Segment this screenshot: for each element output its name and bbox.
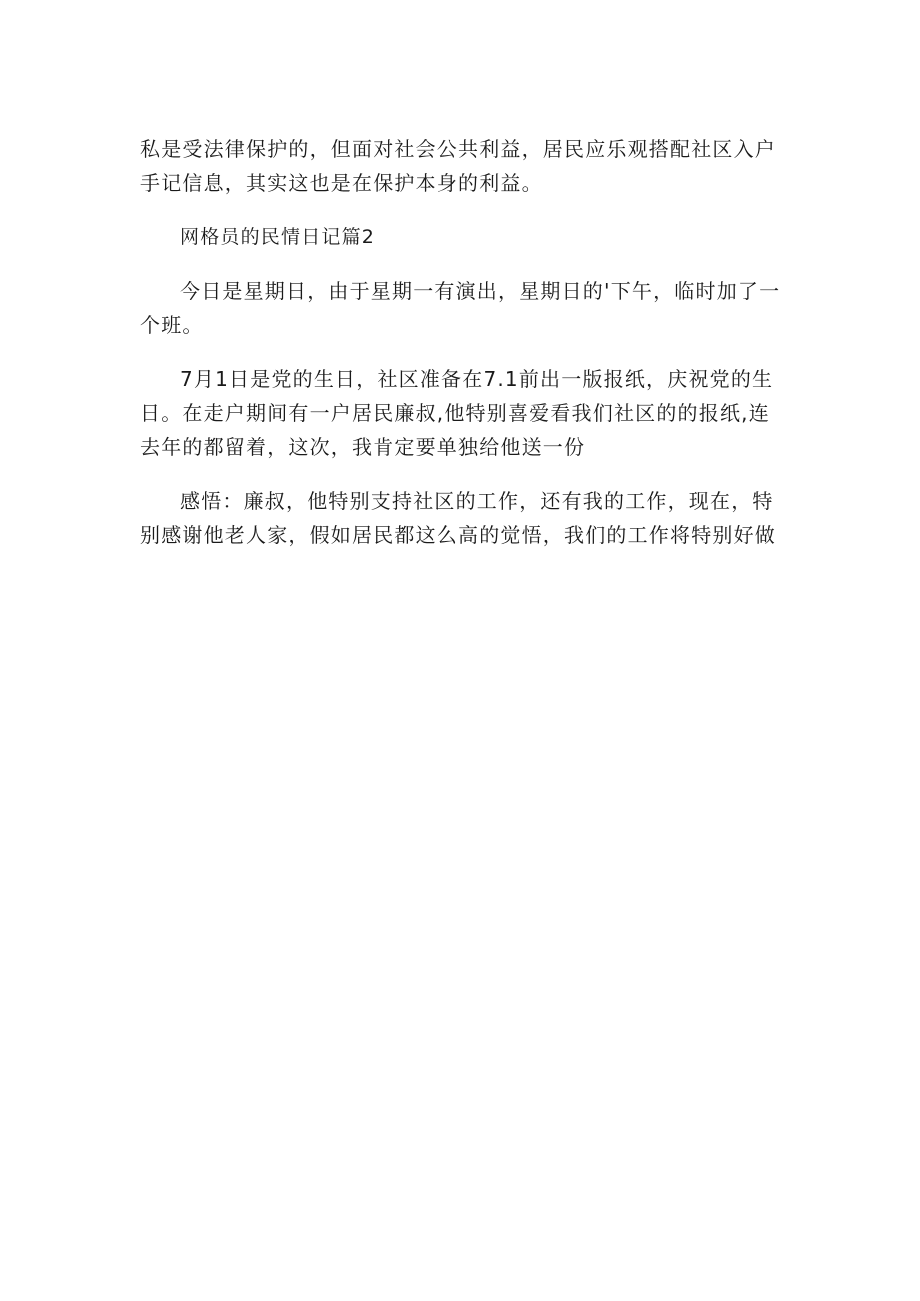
paragraph-party-birthday: 7月1日是党的生日，社区准备在7.1前出一版报纸，庆祝党的生日。在走户期间有一户居民廉叔,他特别喜爱看我们社区的的报纸,连去年的都留着，这次，我肯定要单独给他送一份	[140, 367, 774, 459]
paragraph-sunday: 今日是星期日，由于星期一有演出，星期日的'下午，临时加了一个班。	[140, 279, 781, 337]
paragraph-privacy: 私是受法律保护的，但面对社会公共利益，居民应乐观搭配社区入户手记信息，其实这也是在保护本身的利益。	[140, 137, 776, 195]
paragraph-gap	[140, 200, 790, 220]
paragraph-gap	[140, 254, 790, 274]
paragraph-reflection: 感悟：廉叔，他特别支持社区的工作，还有我的工作，现在，特别感谢他老人家，假如居民都这么高的觉悟，我们的工作将特别好做	[140, 489, 776, 547]
document-body	[140, 132, 790, 552]
paragraph-gap	[140, 342, 790, 362]
section-heading: 网格员的民情日记篇2	[180, 226, 376, 248]
paragraph-gap	[140, 464, 790, 484]
